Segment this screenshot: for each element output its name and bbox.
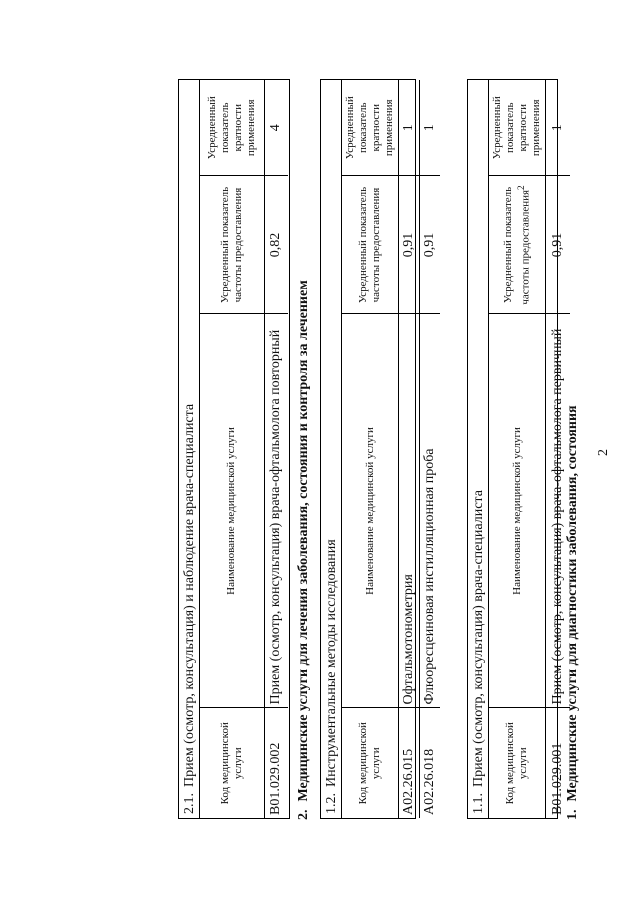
section-2-heading xyxy=(296,280,312,820)
table-block-1-2 xyxy=(320,79,437,819)
subsection-1-2-number: 1.2. xyxy=(324,793,339,814)
col-header-multiplicity: Усредненный показатель кратности применения xyxy=(200,80,264,176)
services-table-1-1 xyxy=(489,80,570,818)
section-2-title: Медицинские услуги для лечения заболевания, состояния и контроля за лечением xyxy=(296,280,311,802)
col-header-multiplicity: Усредненный показатель кратности применения xyxy=(342,80,399,176)
col-header-code: Код медицинской услуги xyxy=(200,708,264,818)
footnote-mark: 2 xyxy=(515,185,526,190)
subsection-2-1-title: Прием (осмотр, консультация) и наблюдение врача-специалиста xyxy=(182,403,197,787)
subsection-1-1-heading xyxy=(468,80,489,818)
table-header-row xyxy=(200,80,264,818)
subsection-1-2-title: Инструментальные методы исследования xyxy=(324,539,339,787)
service-frequency: 0,82 xyxy=(264,176,288,314)
table-row xyxy=(264,80,288,818)
col-header-name: Наименование медицинской услуги xyxy=(342,314,399,708)
col-header-name: Наименование медицинской услуги xyxy=(200,314,264,708)
section-2-number: 2. xyxy=(296,809,311,820)
table-header-row xyxy=(342,80,399,818)
service-multiplicity: 1 xyxy=(546,80,570,176)
service-multiplicity: 1 xyxy=(399,80,420,176)
service-name: Флюоресцеиновая инстилляционная проба xyxy=(420,314,441,708)
service-frequency: 0,91 xyxy=(546,176,570,314)
col-header-multiplicity: Усредненный показатель кратности применения xyxy=(489,80,546,176)
service-frequency: 0,91 xyxy=(399,176,420,314)
section-1-number: 1. xyxy=(565,809,580,820)
services-table-2-1 xyxy=(200,80,288,818)
service-multiplicity: 4 xyxy=(264,80,288,176)
section-1-title: Медицинские услуги для диагностики заболевания, состояния xyxy=(565,405,580,802)
col-header-code: Код медицинской услуги xyxy=(342,708,399,818)
service-name: Прием (осмотр, консультация) врача-офтальмолога первичный xyxy=(546,314,570,708)
services-table-1-2 xyxy=(342,80,440,818)
service-code: B01.029.002 xyxy=(264,708,288,818)
subsection-2-1-heading xyxy=(179,80,200,818)
page-number: 2 xyxy=(596,449,611,456)
table-header-row xyxy=(489,80,546,818)
service-name: Офтальмотонометрия xyxy=(399,314,420,708)
service-code: A02.26.015 xyxy=(399,708,420,818)
col-header-frequency xyxy=(489,176,546,314)
service-frequency: 0,91 xyxy=(420,176,441,314)
table-row xyxy=(420,80,441,818)
col-header-code: Код медицинской услуги xyxy=(489,708,546,818)
service-code: B01.029.001 xyxy=(546,708,570,818)
service-name: Прием (осмотр, консультация) врача-офтальмолога повторный xyxy=(264,314,288,708)
service-multiplicity: 1 xyxy=(420,80,441,176)
subsection-1-2-heading xyxy=(321,80,342,818)
service-code: A02.26.018 xyxy=(420,708,441,818)
subsection-1-1-number: 1.1. xyxy=(471,793,486,814)
table-block-1-1 xyxy=(467,79,565,819)
table-row xyxy=(546,80,570,818)
table-row xyxy=(399,80,420,818)
col-header-name: Наименование медицинской услуги xyxy=(489,314,546,708)
col-header-frequency: Усредненный показатель частоты предоставления xyxy=(342,176,399,314)
col-header-frequency-text: Усредненный показатель частоты предоставления xyxy=(501,186,532,305)
col-header-frequency: Усредненный показатель частоты предоставления xyxy=(200,176,264,314)
subsection-2-1-number: 2.1. xyxy=(182,793,197,814)
subsection-1-1-title: Прием (осмотр, консультация) врача-специалиста xyxy=(471,490,486,787)
table-block-2-1 xyxy=(178,79,290,819)
